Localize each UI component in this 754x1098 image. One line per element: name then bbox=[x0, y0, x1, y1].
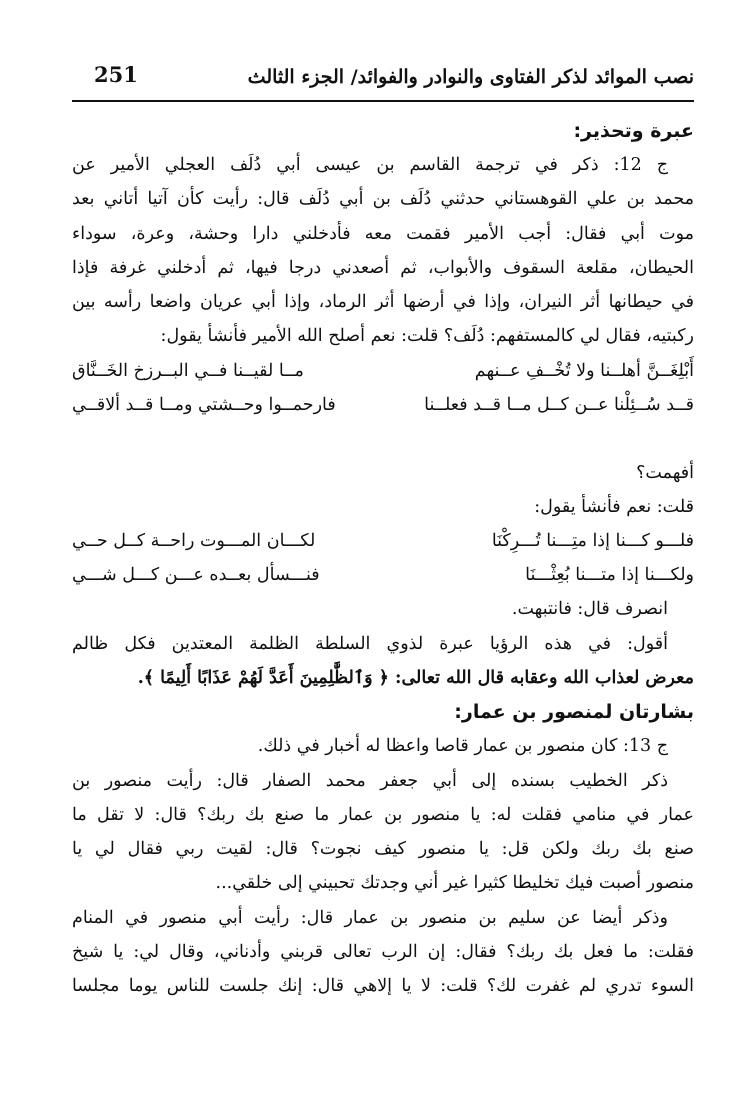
verse-line bbox=[72, 558, 694, 592]
running-title: نصب الموائد لذكر الفتاوى والنوادر والفوائد/ الجزء الثالث bbox=[247, 66, 694, 88]
section-heading-ibra: عبرة وتحذير: bbox=[573, 120, 694, 142]
verse-second-hemistich: لكـــان المـــوت راحــة كــل حــي bbox=[72, 531, 316, 552]
text-line: وذكر أيضا عن سليم بن منصور بن عمار قال: رأيت أبي منصور في المنام bbox=[72, 907, 668, 928]
text-line: أقول: في هذه الرؤيا عبرة لذوي السلطة الظلمة المعتدين فكل ظالم bbox=[72, 633, 668, 654]
verse-line bbox=[72, 388, 694, 422]
poem-block-1 bbox=[72, 354, 694, 422]
text-line: الحيطان، مقلعة السقوف والأبواب، ثم أصعدني درجا فيها، ثم أدخلني غرفة فإذا bbox=[72, 257, 694, 278]
text-line: صنع بك ربك ولكن قل: يا منصور كيف نجوت؟ قال: لقيت ربي فقال لي يا bbox=[72, 839, 694, 860]
verse-first-hemistich: قــد سُــئِلْنا عــن كــل مــا قــد فعلــنا bbox=[424, 394, 694, 415]
text-line: السوء تدري لم غفرت لك؟ قلت: لا يا إلاهي قال: إنك جلست للناس يوما مجلسا bbox=[72, 976, 694, 997]
text-line: قلت: نعم فأنشأ يقول: bbox=[534, 497, 694, 518]
text-line: في حيطانها أثر النيران، وإذا في أرضها أثر الرماد، وإذا أبي عريان واضعا رأسه بين bbox=[72, 292, 694, 313]
paragraph-dulaf-dream bbox=[72, 148, 694, 354]
document-page bbox=[72, 56, 694, 1004]
text-line: ركبتيه، فقال لي كالمستفهم: دُلَف؟ قلت: نعم أصلح الله الأمير فأنشأ يقول: bbox=[160, 326, 694, 347]
paragraph-mansur-dream-2 bbox=[72, 901, 694, 1004]
text-line: موت أبي فقال: أجب الأمير فقمت معه فأدخلني دارا وحشة، وعرة، سوداء bbox=[72, 223, 694, 244]
verse-second-hemistich: مــا لقيــنا فــي البــرزخ الخَــنَّاق bbox=[72, 360, 304, 381]
verse-line bbox=[72, 354, 694, 388]
question-line bbox=[72, 456, 694, 525]
text-line: ذكر الخطيب بسنده إلى أبي جعفر محمد الصفار قال: رأيت منصور بن bbox=[72, 770, 668, 791]
paragraph-mansur-dream-1 bbox=[72, 764, 694, 901]
poem-block-2 bbox=[72, 524, 694, 592]
verse-line bbox=[72, 524, 694, 558]
text-line: عمار في منامي فقلت له: يا منصور بن عمار ما صنع بك ربك؟ قال: لا تقل ما bbox=[72, 804, 694, 825]
page-header bbox=[72, 56, 694, 102]
text-line: ج 13: كان منصور بن عمار قاصا واعظا له أخبار في ذلك. bbox=[257, 736, 668, 757]
text-line: انصرف قال: فانتبهت. bbox=[511, 599, 668, 620]
text-line: فقلت: ما فعل بك ربك؟ فقال: إن الرب تعالى قربني وأدناني، وقال لي: يا شيخ bbox=[72, 942, 694, 963]
paragraph-after-poem bbox=[72, 592, 694, 626]
text-line: محمد بن علي القوهستاني حدثني دُلَف بن أبي دُلَف قال: رأيت كأن آتيا أتاني بعد bbox=[72, 189, 694, 210]
verse-first-hemistich: أَبْلِغَــنَّ أهلــنا ولا تُخْــفِ عــنهم bbox=[474, 360, 694, 381]
page-number: 251 bbox=[94, 62, 138, 87]
text-line: أفهمت؟ bbox=[636, 462, 694, 483]
verse-second-hemistich: فنـــسأل بعــده عـــن كـــل شـــي bbox=[72, 565, 320, 586]
section-heading-mansur: بشارتان لمنصور بن عمار: bbox=[454, 701, 694, 724]
verse-first-hemistich: فلـــو كـــنا إذا متِـــنا تُـــرِكْنَا bbox=[491, 531, 694, 552]
text-line: منصور أصبت فيك تخليطا كثيرا غير أني وجدتك تحبيني إلى خلقي... bbox=[215, 873, 694, 894]
spacer bbox=[72, 422, 694, 456]
paragraph-commentary bbox=[72, 627, 694, 696]
verse-first-hemistich: ولكـــنا إذا متـــنا بُعِثْـــنَا bbox=[525, 565, 694, 586]
paragraph-mansur-intro bbox=[72, 729, 694, 763]
text-line: ج 12: ذكر في ترجمة القاسم بن عيسى أبي دُلَف العجلي الأمير عن bbox=[72, 155, 668, 175]
verse-second-hemistich: فارحمــوا وحــشتي ومــا قــد ألاقــي bbox=[72, 394, 336, 415]
quran-verse-line: معرض لعذاب الله وعقابه قال الله تعالى: ﴿ وَٱلظَّٰلِمِينَ أَعَدَّ لَهُمْ عَذَابًا أَلِيمًا ﴾. bbox=[137, 667, 694, 688]
